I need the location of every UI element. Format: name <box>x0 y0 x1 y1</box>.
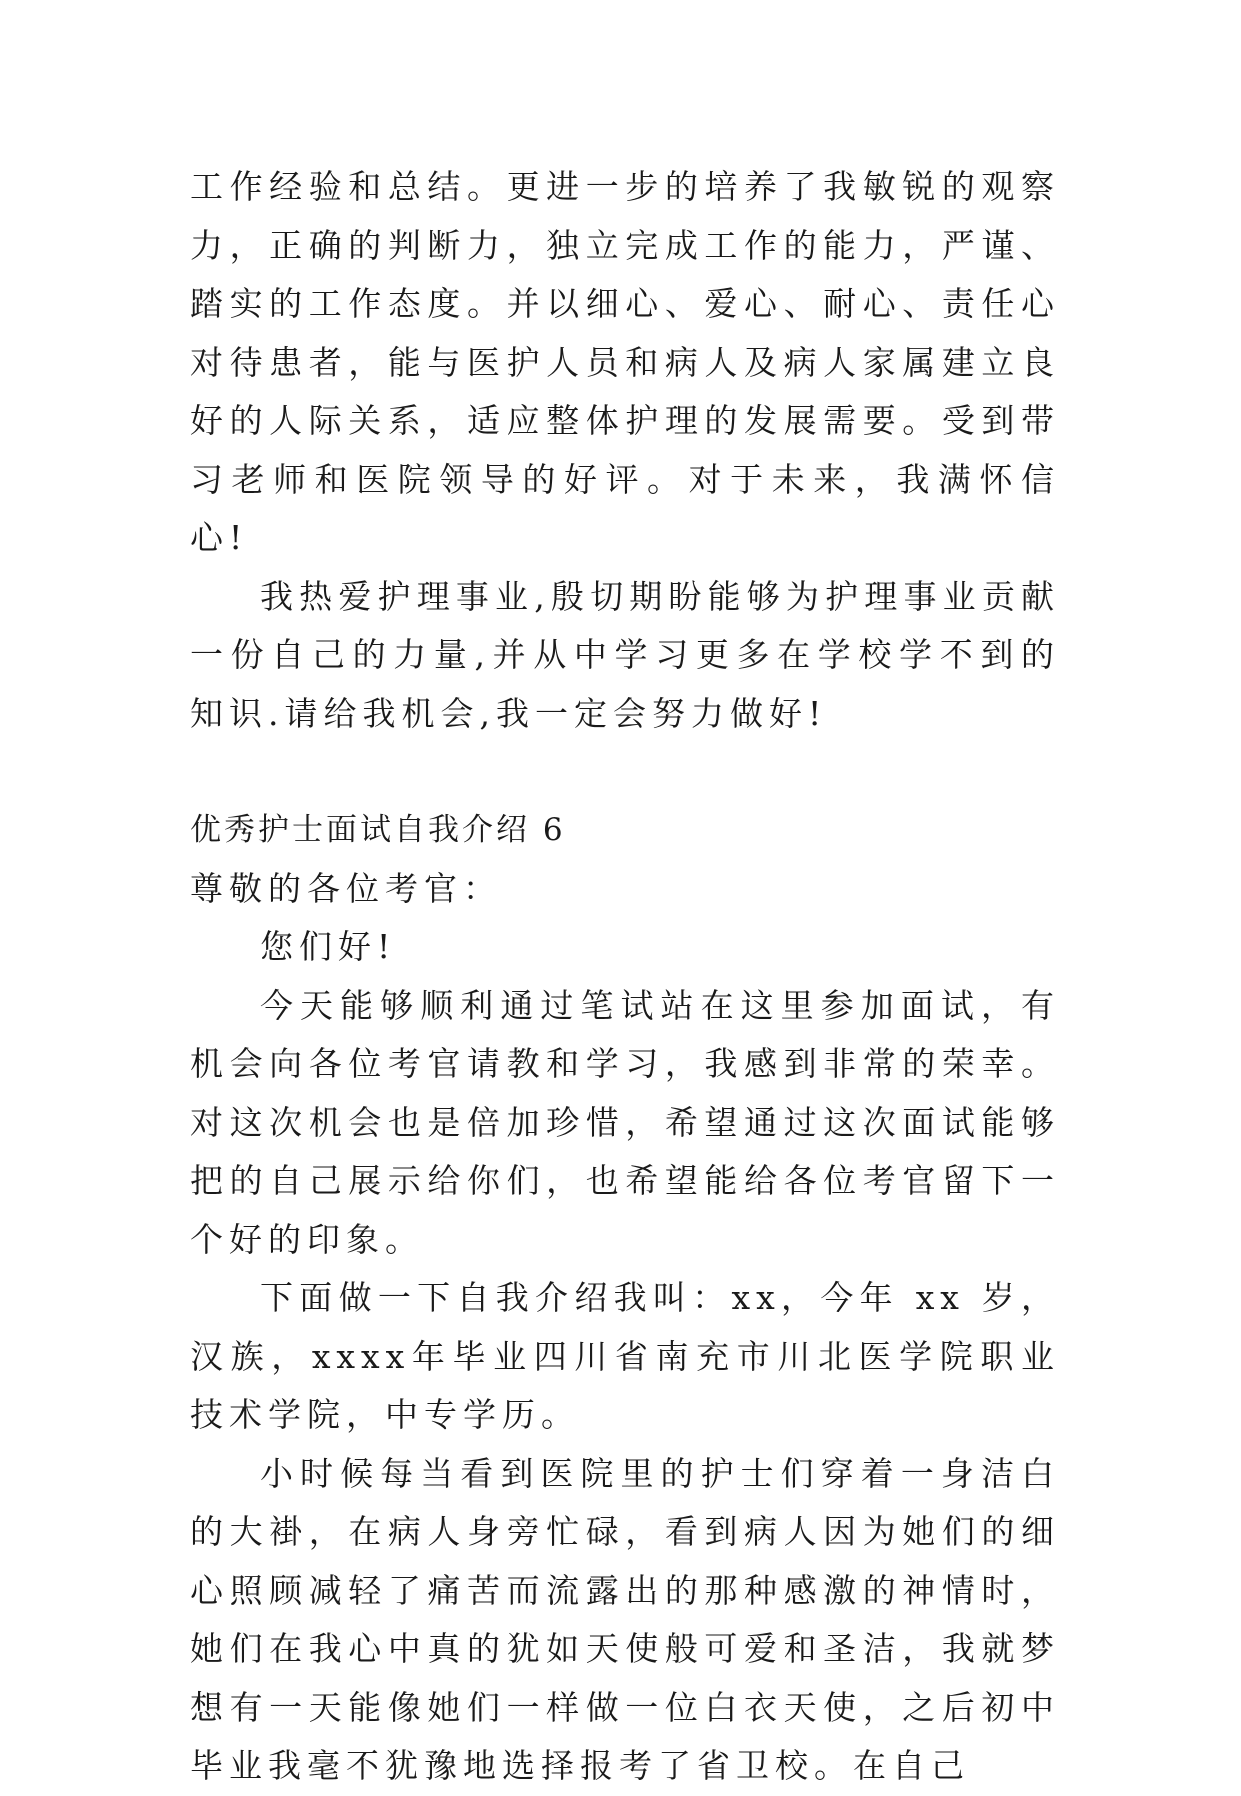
section-spacer <box>190 743 1060 801</box>
greeting: 您们好! <box>260 927 397 966</box>
paragraph-work-experience: 工作经验和总结。更进一步的培养了我敏锐的观察力，正确的判断力，独立完成工作的能力，严谨、踏实的工作态度。并以细心、爱心、耐心、责任心对待患者，能与医护人员和病人及病人家属建立良好的人际关系，适应整体护理的发展需要。受到带习老师和医院领导的好评。对于未来，我满怀信心! <box>190 167 1060 557</box>
section-title: 优秀护士面试自我介绍 6 <box>190 812 566 848</box>
document-page <box>190 158 1060 1796</box>
paragraph-childhood-dream: 小时候每当看到医院里的护士们穿着一身洁白的大褂，在病人身旁忙碌，看到病人因为她们的细心照顾减轻了痛苦而流露出的那种感激的神情时，她们在我心中真的犹如天使般可爱和圣洁，我就梦想有一天能像她们一样做一位白衣天使，之后初中毕业我毫不犹豫地选择报考了省卫校。在自己 <box>190 1453 1060 1785</box>
salutation: 尊敬的各位考官： <box>190 868 502 908</box>
paragraph-self-intro: 下面做一下自我介绍我叫：xx，今年 xx 岁，汉族，xxxx年毕业四川省南充市川北医学院职业技术学院，中专学历。 <box>190 1278 1060 1434</box>
paragraph-love-nursing: 我热爱护理事业,殷切期盼能够为护理事业贡献一份自己的力量,并从中学习更多在学校学不到的知识.请给我机会,我一定会努力做好! <box>190 576 1060 733</box>
paragraph-opening: 今天能够顺利通过笔试站在这里参加面试，有机会向各位考官请教和学习，我感到非常的荣幸。对这次机会也是倍加珍惜，希望通过这次面试能够把的自己展示给你们，也希望能给各位考官留下一个好的印象。 <box>190 985 1060 1259</box>
